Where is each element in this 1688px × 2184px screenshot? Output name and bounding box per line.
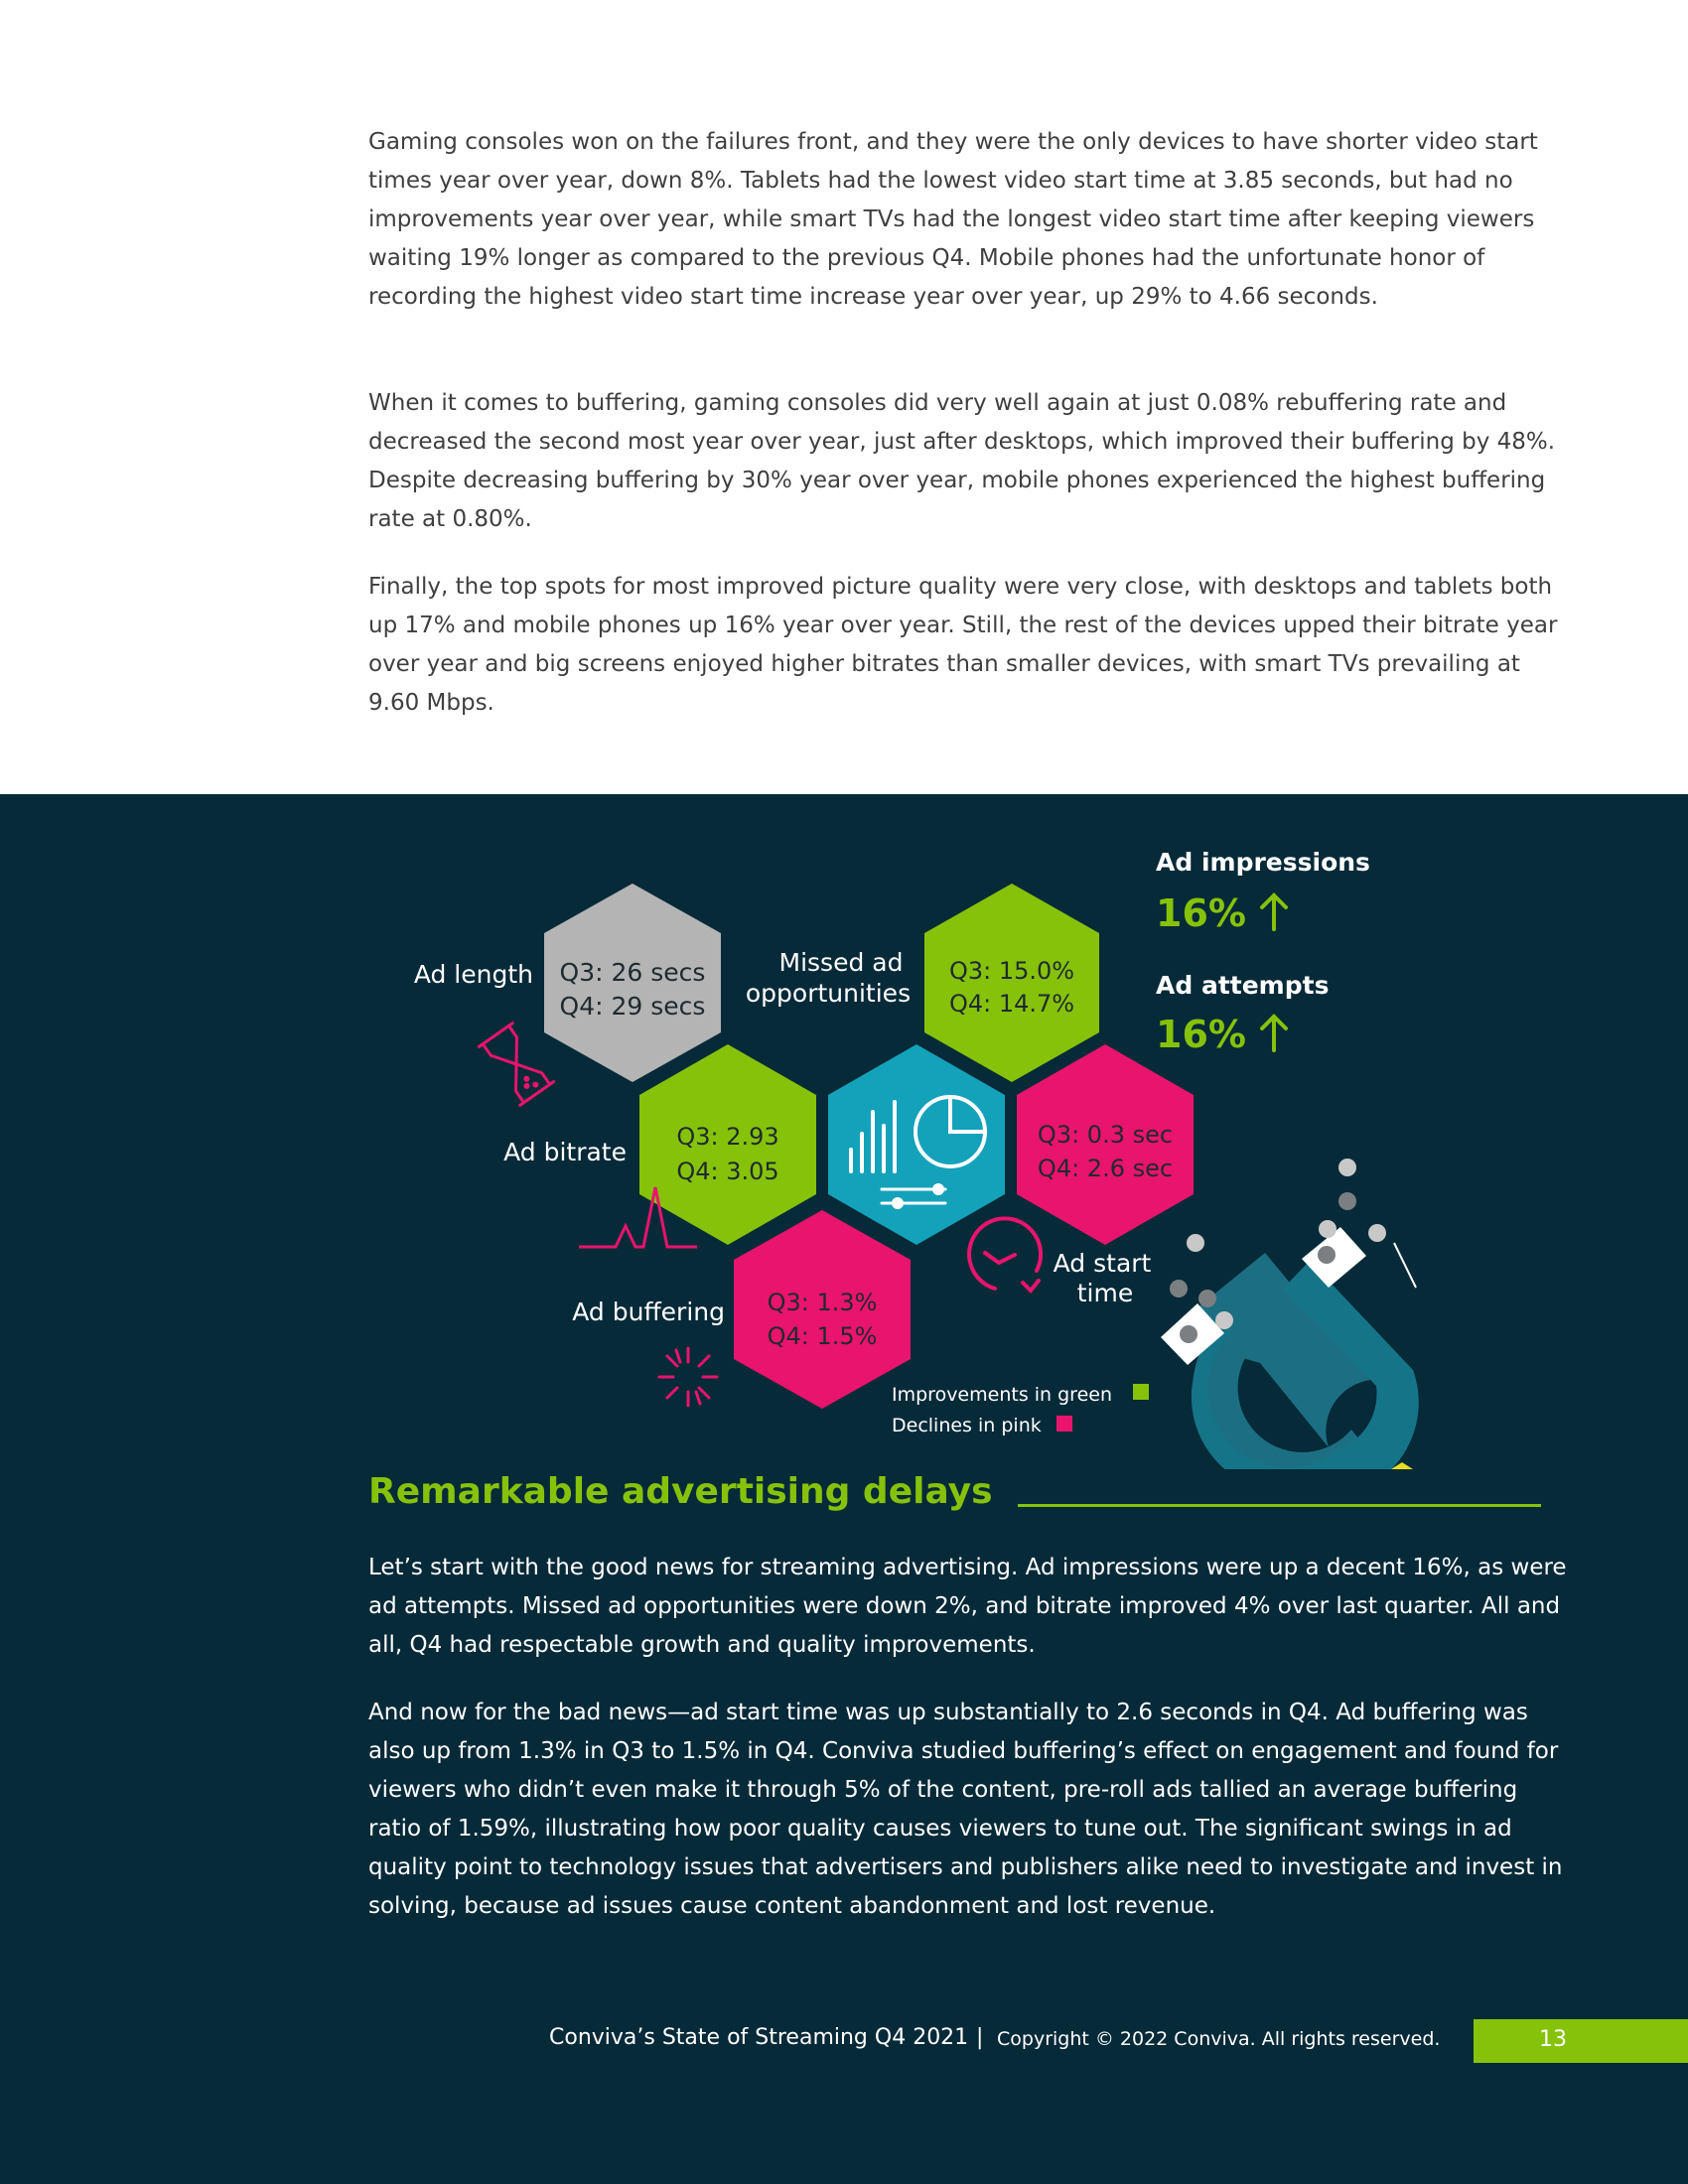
page-number: 13: [1539, 2027, 1567, 2052]
ad-attempts-label: Ad attempts: [1156, 971, 1330, 1000]
ad-buffering-label: Ad buffering: [572, 1297, 725, 1326]
loading-spinner-icon: [659, 1348, 717, 1406]
intro-paragraph-2: When it comes to buffering, gaming consoles did very well again at just 0.08% rebuffering rate and decreased the second most year over year, just after desktops, which improved their buffering by 48%. Despite decreasing buffering by 30% year over year, mobile phones experienced the highest buffering rate at 0.80%.: [368, 390, 1556, 532]
ad-start-q4: Q4: 2.6 sec: [1037, 1155, 1174, 1182]
ad-start-label-line1: Ad start: [1053, 1249, 1152, 1278]
ad-attempts-value: 16%: [1156, 1013, 1246, 1056]
section-paragraph-2: And now for the bad news—ad start time was up substantially to 2.6 seconds in Q4. Ad buffering was also up from 1.3% in Q3 to 1.5% in Q4. Conviva studied buffering’s effect on engagement and found for viewers who didn’t even make it through 5% of the content, pre-roll ads tallied an average buffering ratio of 1.59%, illustrating how poor quality causes viewers to tune out. The significant swings in ad quality point to technology issues that advertisers and publishers alike need to investigate and invest in solving, because ad issues cause content abandonment and lost revenue.: [368, 1700, 1563, 1919]
advertising-section: [0, 794, 1688, 2184]
ad-buffering-hexagon: [734, 1210, 911, 1409]
missed-ad-q4: Q4: 14.7%: [948, 990, 1075, 1018]
ad-bitrate-label: Ad bitrate: [503, 1138, 627, 1166]
footer-separator: |: [976, 2025, 984, 2050]
intro-paragraph-1: Gaming consoles won on the failures front, and they were the only devices to have shorter video start times year over year, down 8%. Tablets had the lowest video start time at 3.85 seconds, but had no improvements year over year, while smart TVs had the longest video start time after keeping viewers waiting 19% longer as compared to the previous Q4. Mobile phones had the unfortunate honor of recording the highest video start time increase year over year, up 29% to 4.66 seconds.: [368, 129, 1538, 310]
ad-bitrate-hexagon: [639, 1044, 816, 1245]
page-number-box: [1474, 2019, 1688, 2063]
missed-ad-hexagon: [924, 884, 1099, 1082]
ad-impressions-label: Ad impressions: [1156, 848, 1370, 877]
missed-ad-label-line1: Missed ad: [778, 948, 904, 977]
section-paragraph-1: Let’s start with the good news for streaming advertising. Ad impressions were up a decent 16%, as were ad attempts. Missed ad opportunities were down 2%, and bitrate improved 4% over last quarter. All and all, Q4 had respectable growth and quality improvements.: [368, 1555, 1567, 1658]
legend-pink-swatch: [1056, 1416, 1072, 1432]
ad-length-q3: Q3: 26 secs: [559, 958, 706, 987]
ad-bitrate-q4: Q4: 3.05: [676, 1158, 779, 1185]
ad-buffering-q4: Q4: 1.5%: [767, 1322, 878, 1350]
ad-start-time-hexagon: [1017, 1044, 1194, 1245]
section-heading: Remarkable advertising delays: [368, 1471, 993, 1512]
clock-icon: [969, 1218, 1041, 1291]
legend-pink-label: Declines in pink: [892, 1415, 1042, 1436]
footer-report-title: Conviva’s State of Streaming Q4 2021: [549, 2025, 969, 2050]
ad-impressions-arrow-up-icon: [1262, 895, 1286, 929]
intro-paragraph-3: Finally, the top spots for most improved picture quality were very close, with desktops and tablets both up 17% and mobile phones up 16% year over year. Still, the rest of the devices upped their bitrate year over year and big screens enjoyed higher bitrates than smaller devices, with smart TVs prevailing at 9.60 Mbps.: [368, 574, 1558, 716]
missed-ad-label-line2: opportunities: [745, 979, 912, 1008]
missed-ad-q3: Q3: 15.0%: [948, 957, 1075, 985]
ad-length-hexagon: [544, 884, 721, 1082]
legend: [892, 1384, 1149, 1436]
ad-attempts-arrow-up-icon: [1262, 1017, 1286, 1050]
legend-green-swatch: [1133, 1384, 1149, 1400]
legend-green-label: Improvements in green: [892, 1384, 1112, 1406]
footer-copyright: Copyright © 2022 Conviva. All rights reserved.: [997, 2028, 1441, 2050]
magnet-illustration: [1161, 1159, 1462, 1469]
center-analytics-hexagon: [828, 1044, 1005, 1245]
intro-section: [0, 0, 1688, 794]
ad-start-q3: Q3: 0.3 sec: [1037, 1121, 1174, 1149]
ad-length-q4: Q4: 29 secs: [559, 992, 706, 1021]
hourglass-icon: [478, 1023, 554, 1106]
ad-start-label-line2: time: [1076, 1279, 1134, 1307]
ad-length-label: Ad length: [413, 960, 533, 989]
ad-metrics-infographic: [0, 794, 1688, 1469]
ad-buffering-q3: Q3: 1.3%: [767, 1289, 878, 1316]
ad-bitrate-q3: Q3: 2.93: [676, 1123, 779, 1151]
heading-rule: [1018, 1504, 1541, 1507]
ad-impressions-value: 16%: [1156, 891, 1246, 935]
